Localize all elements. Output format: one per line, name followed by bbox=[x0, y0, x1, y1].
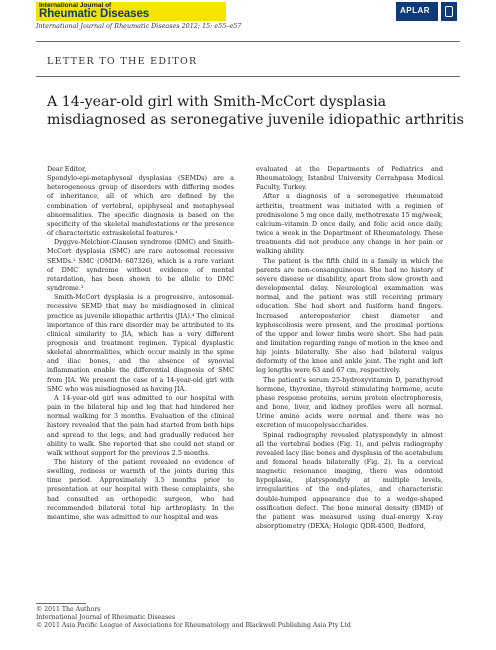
body-paragraph: The patient's serum 25-hydroxyvitamin D, parathyroid hormone, thyroxine, thyroid stimulating hormone, acute phase response proteins, serum protein electrophoresis, and bone, liver, and kidney profiles were all normal. Urine amino acids were normal and there was no excretion of mucopolysaccharides. bbox=[256, 375, 443, 430]
body-paragraph: The history of the patient revealed no evidence of swelling, redness or warmth of the joints during this time period. Approximately 3.5 months prior to presentation at our hospital with these complaints, she had consulted an orthopedic surgeon, who had recommended bilateral total hip arthroplasty. In the meantime, she was admitted to our hospital and was bbox=[47, 458, 234, 521]
journal-name-small: International Journal of bbox=[39, 2, 112, 9]
body-paragraph: Dyggve-Melchior-Clausen syndrome (DMC) and Smith-McCort dysplasia (SMC) are rare autosomal recessive SEMDs.² SMC (OMIM: 607326), which is a rare variant of DMC syndrome without evidence of mental retardation, has been shown to be allelic to DMC syndrome.³ bbox=[47, 238, 234, 293]
journal-citation: International Journal of Rheumatic Diseases 2012; 15: e55–e57 bbox=[36, 22, 242, 30]
section-divider bbox=[36, 76, 460, 77]
body-paragraph: Spinal radiography revealed platyspondyly in almost all the vertebral bodies (Fig. 1), and pelvis radiography revealed lacy iliac bones and dysplasia of the acetabulum and femoral heads bilaterally (Fig. 2). In a cervical magnetic resonance imaging, there was odontoid hypoplasia, platyspondyly at multiple levels, irregularities of the end-plates, and characteristic double-humped appearance due to a wedge-shaped ossification defect. The bone mineral density (BMD) of the patient was measured using dual-energy X-ray absorptiometry (DEXA; Hologic QDR-4500, Bedford, bbox=[256, 430, 443, 531]
copyright-footer bbox=[36, 606, 351, 631]
blackwell-mark-icon bbox=[445, 6, 453, 17]
body-paragraph: Spondylo-epi-metaphyseal dysplasias (SEMDs) are a heterogeneous group of disorders with differing modes of inheritance, all of which are defined by the combination of vertebral, epiphyseal and metaphyseal abnormalities. The specific diagnosis is based on the specificity of the skeletal manifestations or the presence of characteristic extraskeletal features.¹ bbox=[47, 174, 234, 238]
salutation: Dear Editor, bbox=[47, 165, 87, 173]
journal-brand bbox=[36, 2, 226, 21]
aplar-logo-text: APLAR bbox=[400, 6, 431, 15]
copyright-line: © 2011 The Authors bbox=[36, 606, 101, 613]
aplar-logo bbox=[396, 2, 438, 21]
copyright-line: International Journal of Rheumatic Diseases bbox=[36, 614, 175, 622]
footer-divider bbox=[36, 603, 86, 604]
article-title: A 14-year-old girl with Smith-McCort dysplasia misdiagnosed as seronegative juvenile idiopathic arthritis bbox=[47, 94, 464, 128]
body-paragraph: evaluated at the Departments of Pediatrics and Rheumatology, Istanbul University Cerrahpasa Medical Faculty, Turkey. bbox=[256, 165, 443, 192]
body-paragraph: The patient is the fifth child in a family in which the parents are non-consanguineous. She had no history of severe disease or disability, apart from slow growth and developmental delay. Neurological examination was normal, and the patient was still receiving primary education. She had short and fusiform hand fingers. Increased anteroposterior chest diameter and kyphoscoliosis were present, and the proximal portions of the upper and lower limbs were short. She had pain and limitation regarding range of motion in the knee and hip joints bilaterally. She also had bilateral valgus deformity of the knee and ankle joint. The right and left leg lengths were 63 and 67 cm, respectively. bbox=[256, 256, 443, 375]
journal-name-large: Rheumatic Diseases bbox=[39, 8, 150, 20]
body-column-right bbox=[256, 165, 443, 531]
journal-header bbox=[0, 0, 496, 21]
section-label: LETTER TO THE EDITOR bbox=[47, 56, 198, 67]
header-divider bbox=[36, 41, 460, 42]
body-paragraph: A 14-year-old girl was admitted to our hospital with pain in the bilateral hip and leg that had hindered her normal walking for 3 months. Evaluation of the clinical history revealed that the pain had started from both hips and spread to the legs, and had gradually reduced her ability to walk. She reported that she could not stand or walk without support for the previous 2.5 months. bbox=[47, 393, 234, 457]
blackwell-logo-icon bbox=[441, 2, 457, 21]
copyright-line: © 2011 Asia Pacific League of Associations for Rheumatology and Blackwell Publishing Asia Pty Ltd bbox=[36, 622, 351, 630]
body-paragraph: After a diagnosis of a seronegative rheumatoid arthritis, treatment was initiated with a regimen of prednisolone 5 mg once daily, methotrexate 15 mg/week, calcium–vitamin D once daily, and folic acid once daily, twice a week in the Department of Rheumatology. These treatments did not produce any change in her pain or walking ability. bbox=[256, 192, 443, 256]
body-column-left bbox=[47, 165, 234, 522]
body-paragraph: Smith-McCort dysplasia is a progressive, autosomal-recessive SEMD that may be misdiagnosed in clinical practice as juvenile idiopathic arthritis (JIA).⁴ The clinical importance of this rare disorder may be attributed to its clinical similarity to JIA, which has a very different prognosis and treatment regimen. Typical dysplastic skeletal abnormalities, which occur mainly in the spine and iliac bones, and the absence of synovial inflammation enable the differential diagnosis of SMC from JIA. We present the case of a 14-year-old girl with SMC who was misdiagnosed as having JIA. bbox=[47, 293, 234, 393]
